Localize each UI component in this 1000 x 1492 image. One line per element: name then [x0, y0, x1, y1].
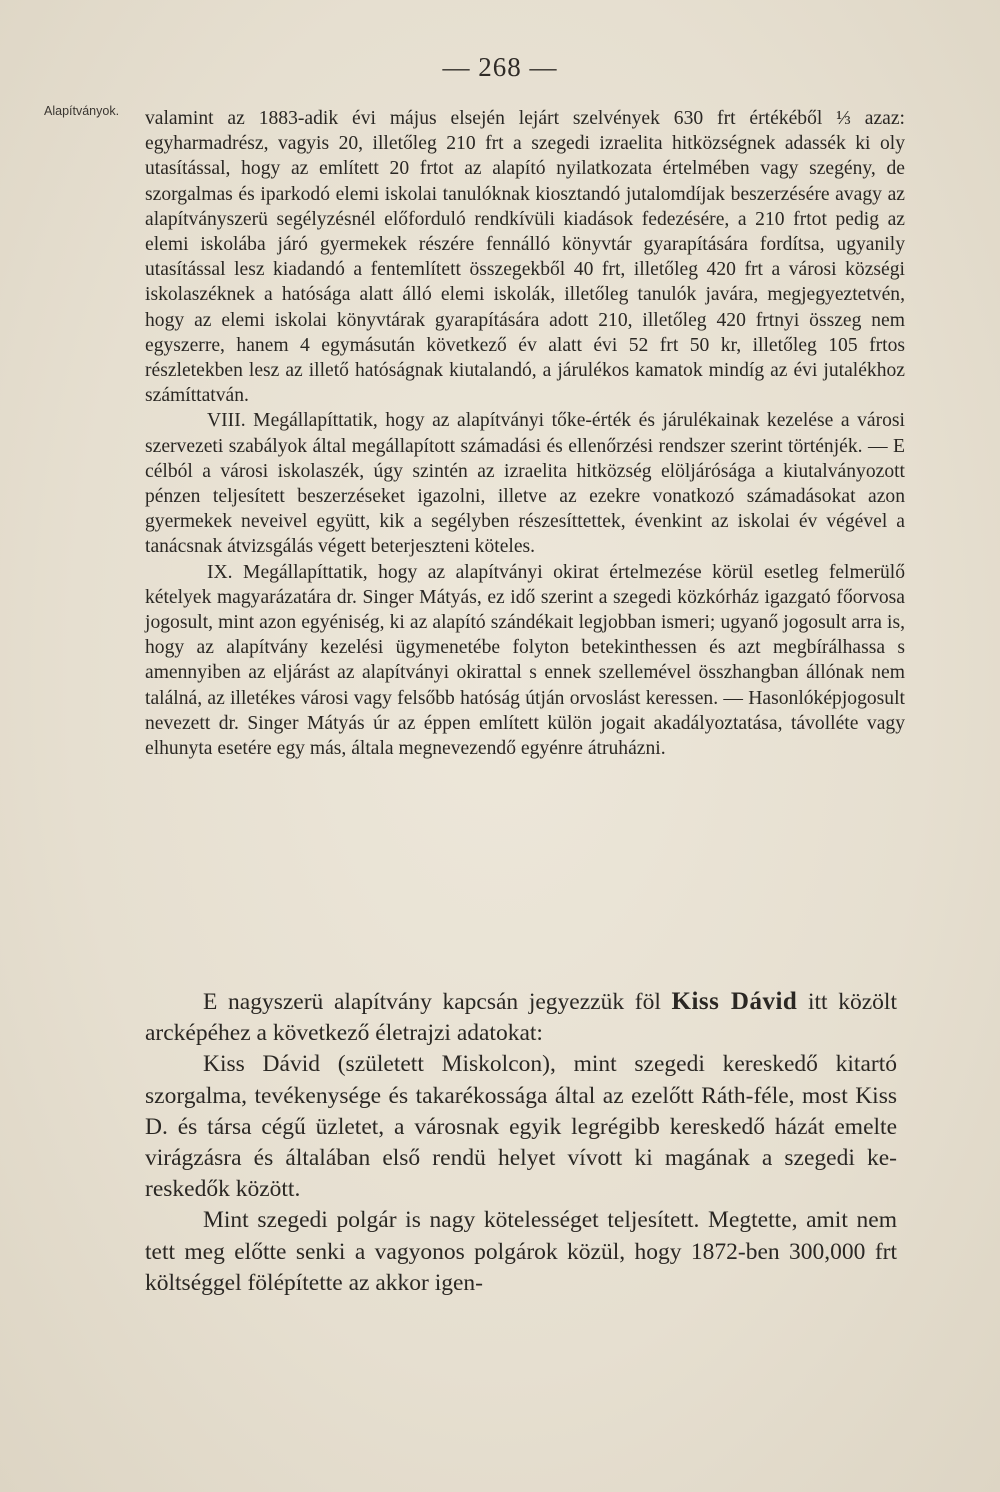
paragraph-kiss-intro-before: E nagyszerü alapítvány kapcsán jegyezzük föl [203, 989, 672, 1015]
paragraph-kiss-citizen: Mint szegedi polgár is nagy kötelességet teljesített. Megtette, amit nem tett meg előtte senki a vagyonos polgárok közül, hogy 1872-ben 300,000 frt költséggel fölépítette az akkor igen- [145, 1207, 897, 1296]
paragraph-kiss-biography: Kiss Dávid (született Miskolcon), mint szegedi kereskedő kitartó szorgalma, tevékenysége és takarékossága által az ezelőtt Ráth-féle, most Kiss D. és társa cégű üzletet, a városnak egyik legrégibb kereskedő házát emelte virágzásra és általában első rendü helyet vívott ki magának a szegedi kereskedők között. [145, 1051, 897, 1203]
margin-note: Alapítványok. [44, 104, 120, 118]
body-text-large [145, 986, 897, 1299]
paragraph-ix: IX. Megállapíttatik, hogy az alapítványi okirat értelmezése körül esetleg felmerülő kételyek magyarázatára dr. Singer Mátyás, ez idő szerint a szegedi közkórház igazgató főorvosa jogosult, mint azon egyéniség, ki az alapító szándékait legjobban ismeri; ugyanő jogosult arra is, hogy az alapítvány kezelési ügymenetébe folyton betekinthessen és azt megbírálhassa s amennyiben az eljárást az alapítványi okirattal s ennek szellemével összhangban állónak nem találná, az illetékes városi vagy felsőbb hatóság útján orvoslást keressen. — Hasonlóképjogosult nevezett dr. Singer Mátyás úr az éppen említett külön jogait akadályoztatása, távolléte vagy elhunyta esetére egy más, általa megnevezendő egyénre átruházni. [145, 561, 905, 760]
body-text-small [145, 106, 905, 761]
paragraph-kiss-intro [145, 986, 897, 1049]
paragraph-kiss-intro-after: itt közölt arcképéhez a következő életrajzi adatokat: [145, 989, 897, 1047]
page-number: — 268 — [442, 52, 558, 82]
paragraph-viii: VIII. Megállapíttatik, hogy az alapítványi tőke-érték és járulékainak kezelése a városi szervezeti szabályok által megállapított számadási és ellenőrzési rendszer szerint történjék. — E célból a városi iskolaszék, úgy szintén az izraelita hitközség elöljárósága a kiutalványozott pénzen teljesített beszerzéseket igazolni, illetve az ezekre vonatkozó számadásokat azon gyermekek neveivel együtt, kik a segélyben részesíttettek, évenkint az iskolai év végével a tanácsnak átvizsgálás végett beterjeszteni köteles. [145, 410, 905, 558]
paragraph-1: valamint az 1883-adik évi május elsején lejárt szelvények 630 frt értékéből ⅓ azaz: egyharmadrész, vagyis 20, illetőleg 210 frt a szegedi izraelita hitközségnek adassék ki oly utasítással, hogy az említett 20 frtot az alapító nyilatkozata értelmében vagy szegény, de szorgalmas és iparkodó elemi iskolai tanulóknak kiosztandó jutalomdíjak beszerzésére avagy az alapítványszerü segélyzésnél előforduló rendkívüli kiadások fedezésére, a 210 frtot pedig az elemi iskolába járó gyermekek részére fennálló könyvtár gyarapítására fordítsa, ugyanily utasítással lesz kiadandó a fentemlített összegekből 40 frt, illetőleg 420 frt a városi községi iskolaszéknek a hatósága alatt álló elemi iskolák, illetőleg tanulók javára, megjegyeztetvén, hogy az elemi iskolai könyvtárak gyarapítására adott 210, illetőleg 420 frtnyi összeg nem egyszerre, hanem 4 egymásután következő év alatt évi 52 frt 50 kr, illetőleg 105 frtos részletekben lesz az illető hatóságnak kiutalandó, a járulékos kamatok mindíg az évi jutalékhoz számíttatván. [145, 108, 905, 407]
name-kiss-david: Kiss Dávid [671, 988, 798, 1015]
